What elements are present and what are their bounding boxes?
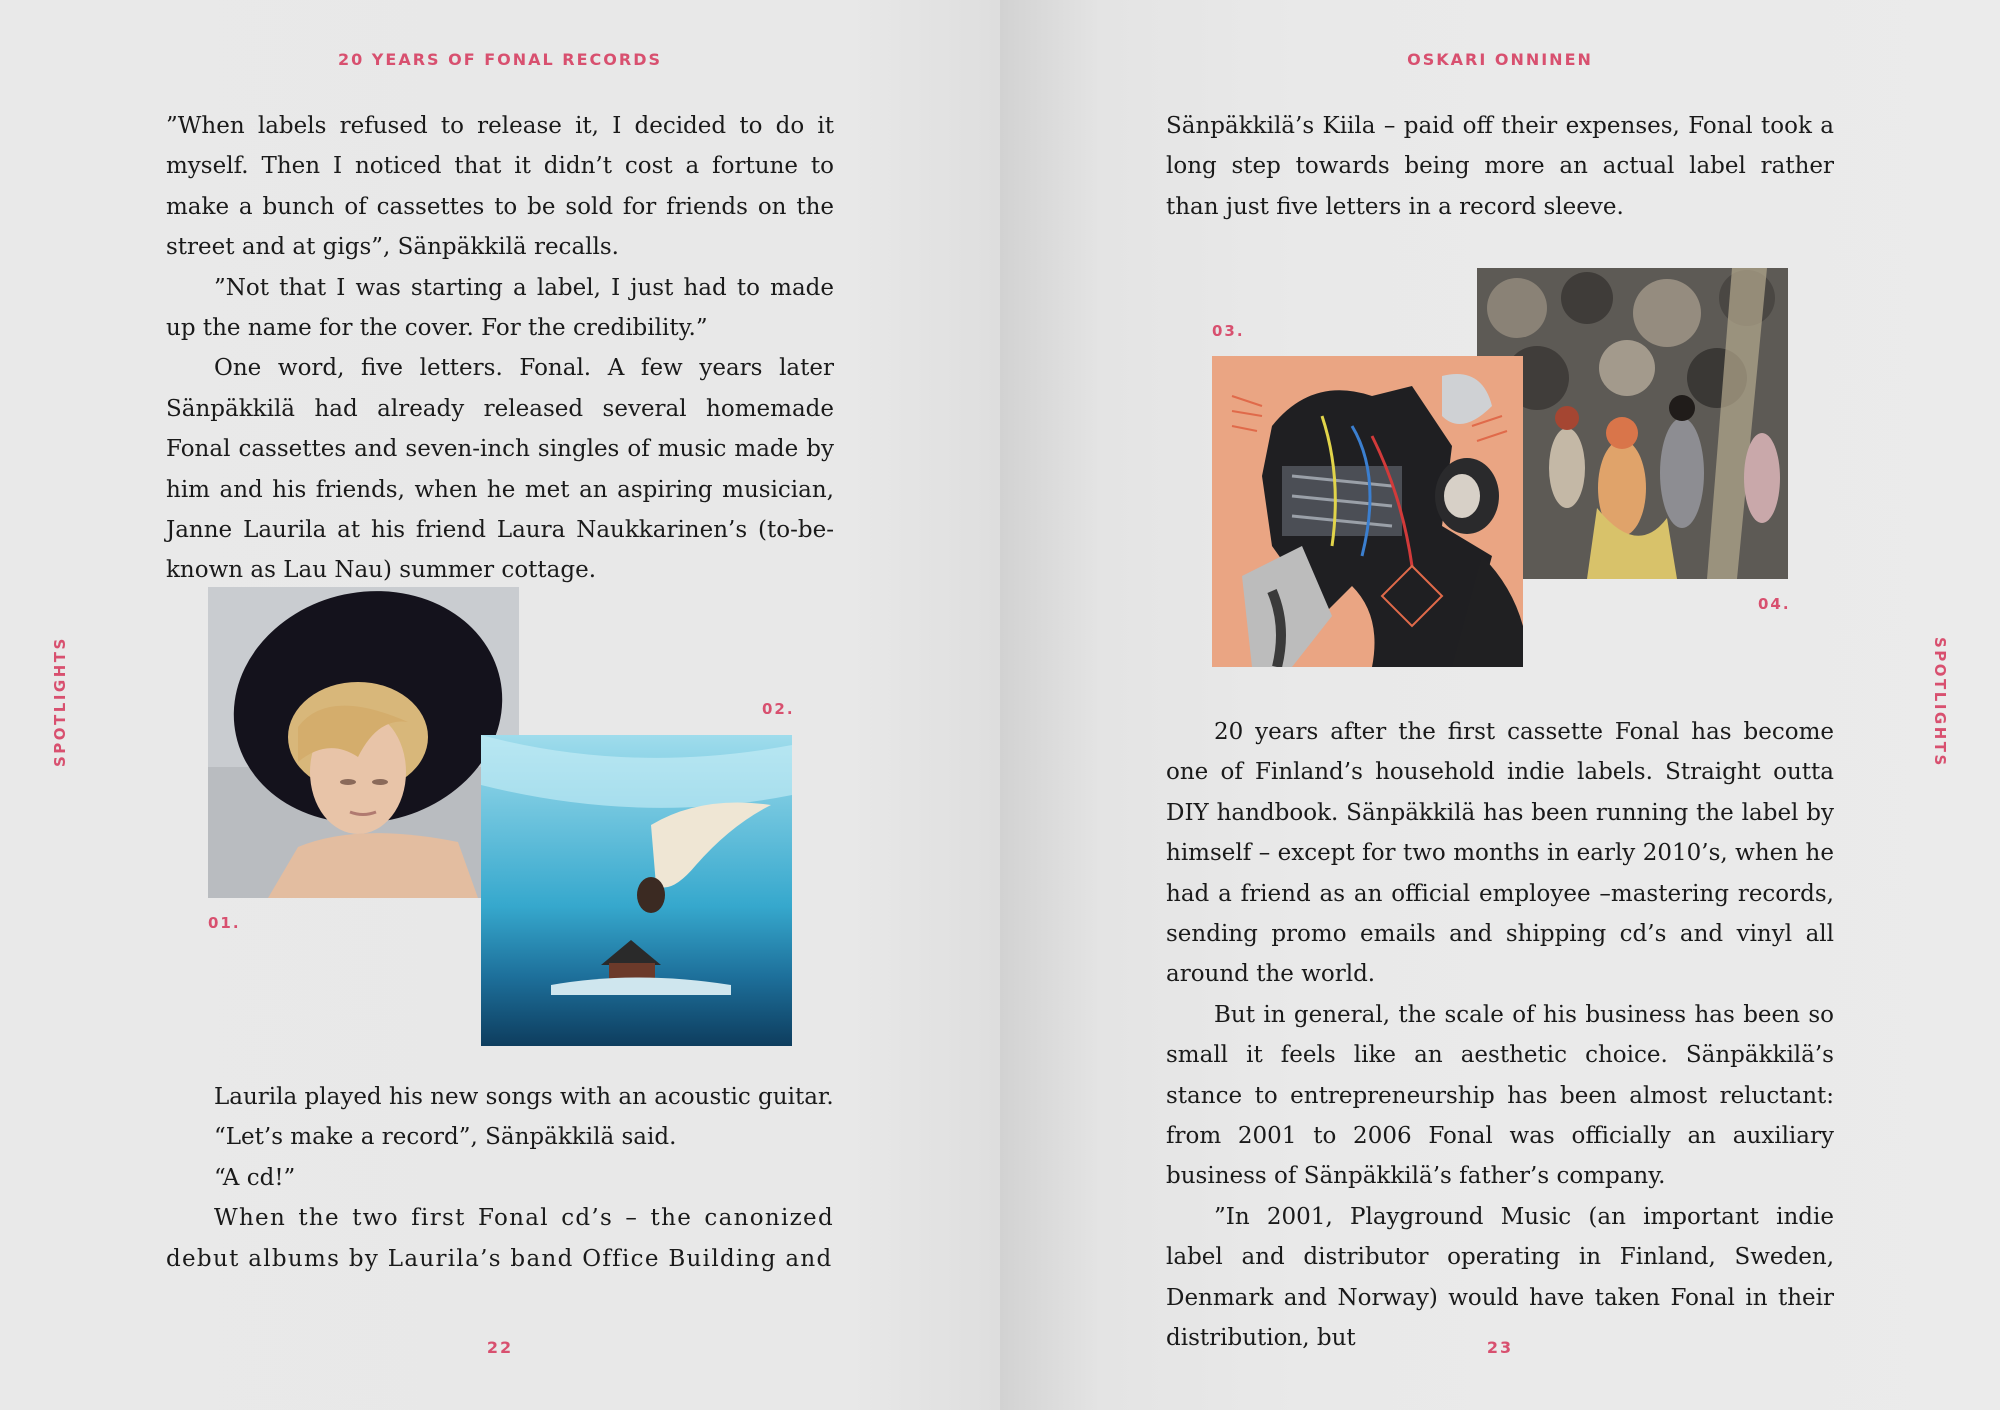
running-head-left: 20 YEARS OF FONAL RECORDS bbox=[337, 50, 663, 69]
page-number-right: 23 bbox=[1486, 1338, 1514, 1357]
figure-label-01: 01. bbox=[208, 914, 241, 932]
paragraph: “A cd!” bbox=[214, 1164, 296, 1191]
paragraph: 20 years after the first cassette Fonal has become one of Finland’s household indie labels. Straight outta DIY handbook. Sänpäkkilä has been running the label by himself – except for two months in early 2010’s, when he had a friend as an official employee –mastering records, sending promo emails and shipping cd’s and vinyl all around the world. bbox=[1166, 719, 1834, 988]
paragraph: When the two first Fonal cd’s – the canonized debut albums by Laurila’s band Office Building and bbox=[166, 1205, 834, 1272]
photo-paper-collage bbox=[1212, 356, 1523, 667]
paragraph: ”When labels refused to release it, I decided to do it myself. Then I noticed that it didn’t cost a fortune to make a bunch of cassettes to be sold for friends on the street and at gigs”, Sänpäkkilä recalls. bbox=[166, 113, 834, 261]
figure-label-03: 03. bbox=[1212, 322, 1245, 340]
paragraph: Sänpäkkilä’s Kiila – paid off their expenses, Fonal took a long step towards being more an actual label rather than just five letters in a record sleeve. bbox=[1166, 113, 1834, 220]
right-text-bottom bbox=[1166, 712, 1834, 1359]
left-text-bottom bbox=[166, 1077, 834, 1279]
paragraph: “Let’s make a record”, Sänpäkkilä said. bbox=[214, 1124, 677, 1151]
paragraph: One word, five letters. Fonal. A few years later Sänpäkkilä had already released several homemade Fonal cassettes and seven-inch singles of music made by him and his friends, when he met an aspiring musician, Janne Laurila at his friend Laura Naukkarinen’s (to-be-known as Lau Nau) summer cottage. bbox=[166, 355, 834, 584]
left-text-top bbox=[166, 106, 834, 591]
photo-painting-collage bbox=[1477, 268, 1788, 579]
photo-underwater bbox=[481, 735, 792, 1046]
running-head-right: OSKARI ONNINEN bbox=[1407, 50, 1593, 69]
page-number-left: 22 bbox=[486, 1338, 514, 1357]
right-text-top bbox=[1166, 106, 1834, 227]
side-tab-right: SPOTLIGHTS bbox=[1931, 637, 1949, 768]
figure-label-02: 02. bbox=[762, 700, 795, 718]
paragraph: Laurila played his new songs with an acoustic guitar. bbox=[214, 1084, 834, 1110]
right-page bbox=[1000, 0, 2000, 1410]
figure-label-04: 04. bbox=[1758, 595, 1791, 613]
paragraph: ”In 2001, Playground Music (an important indie label and distributor operating in Finland, Sweden, Denmark and Norway) would have taken Fonal in their distribution, but bbox=[1166, 1203, 1834, 1352]
paragraph: But in general, the scale of his business has been so small it feels like an aesthetic choice. Sänpäkkilä’s stance to entrepreneurship has been almost reluctant: from 2001 to 2006 Fonal was officially an auxiliary business of Sänpäkkilä’s father’s company. bbox=[1166, 1001, 1834, 1190]
photo-woman-hat bbox=[208, 587, 519, 898]
side-tab-left: SPOTLIGHTS bbox=[51, 636, 69, 767]
paragraph: ”Not that I was starting a label, I just had to made up the name for the cover. For the credibility.” bbox=[166, 274, 834, 342]
